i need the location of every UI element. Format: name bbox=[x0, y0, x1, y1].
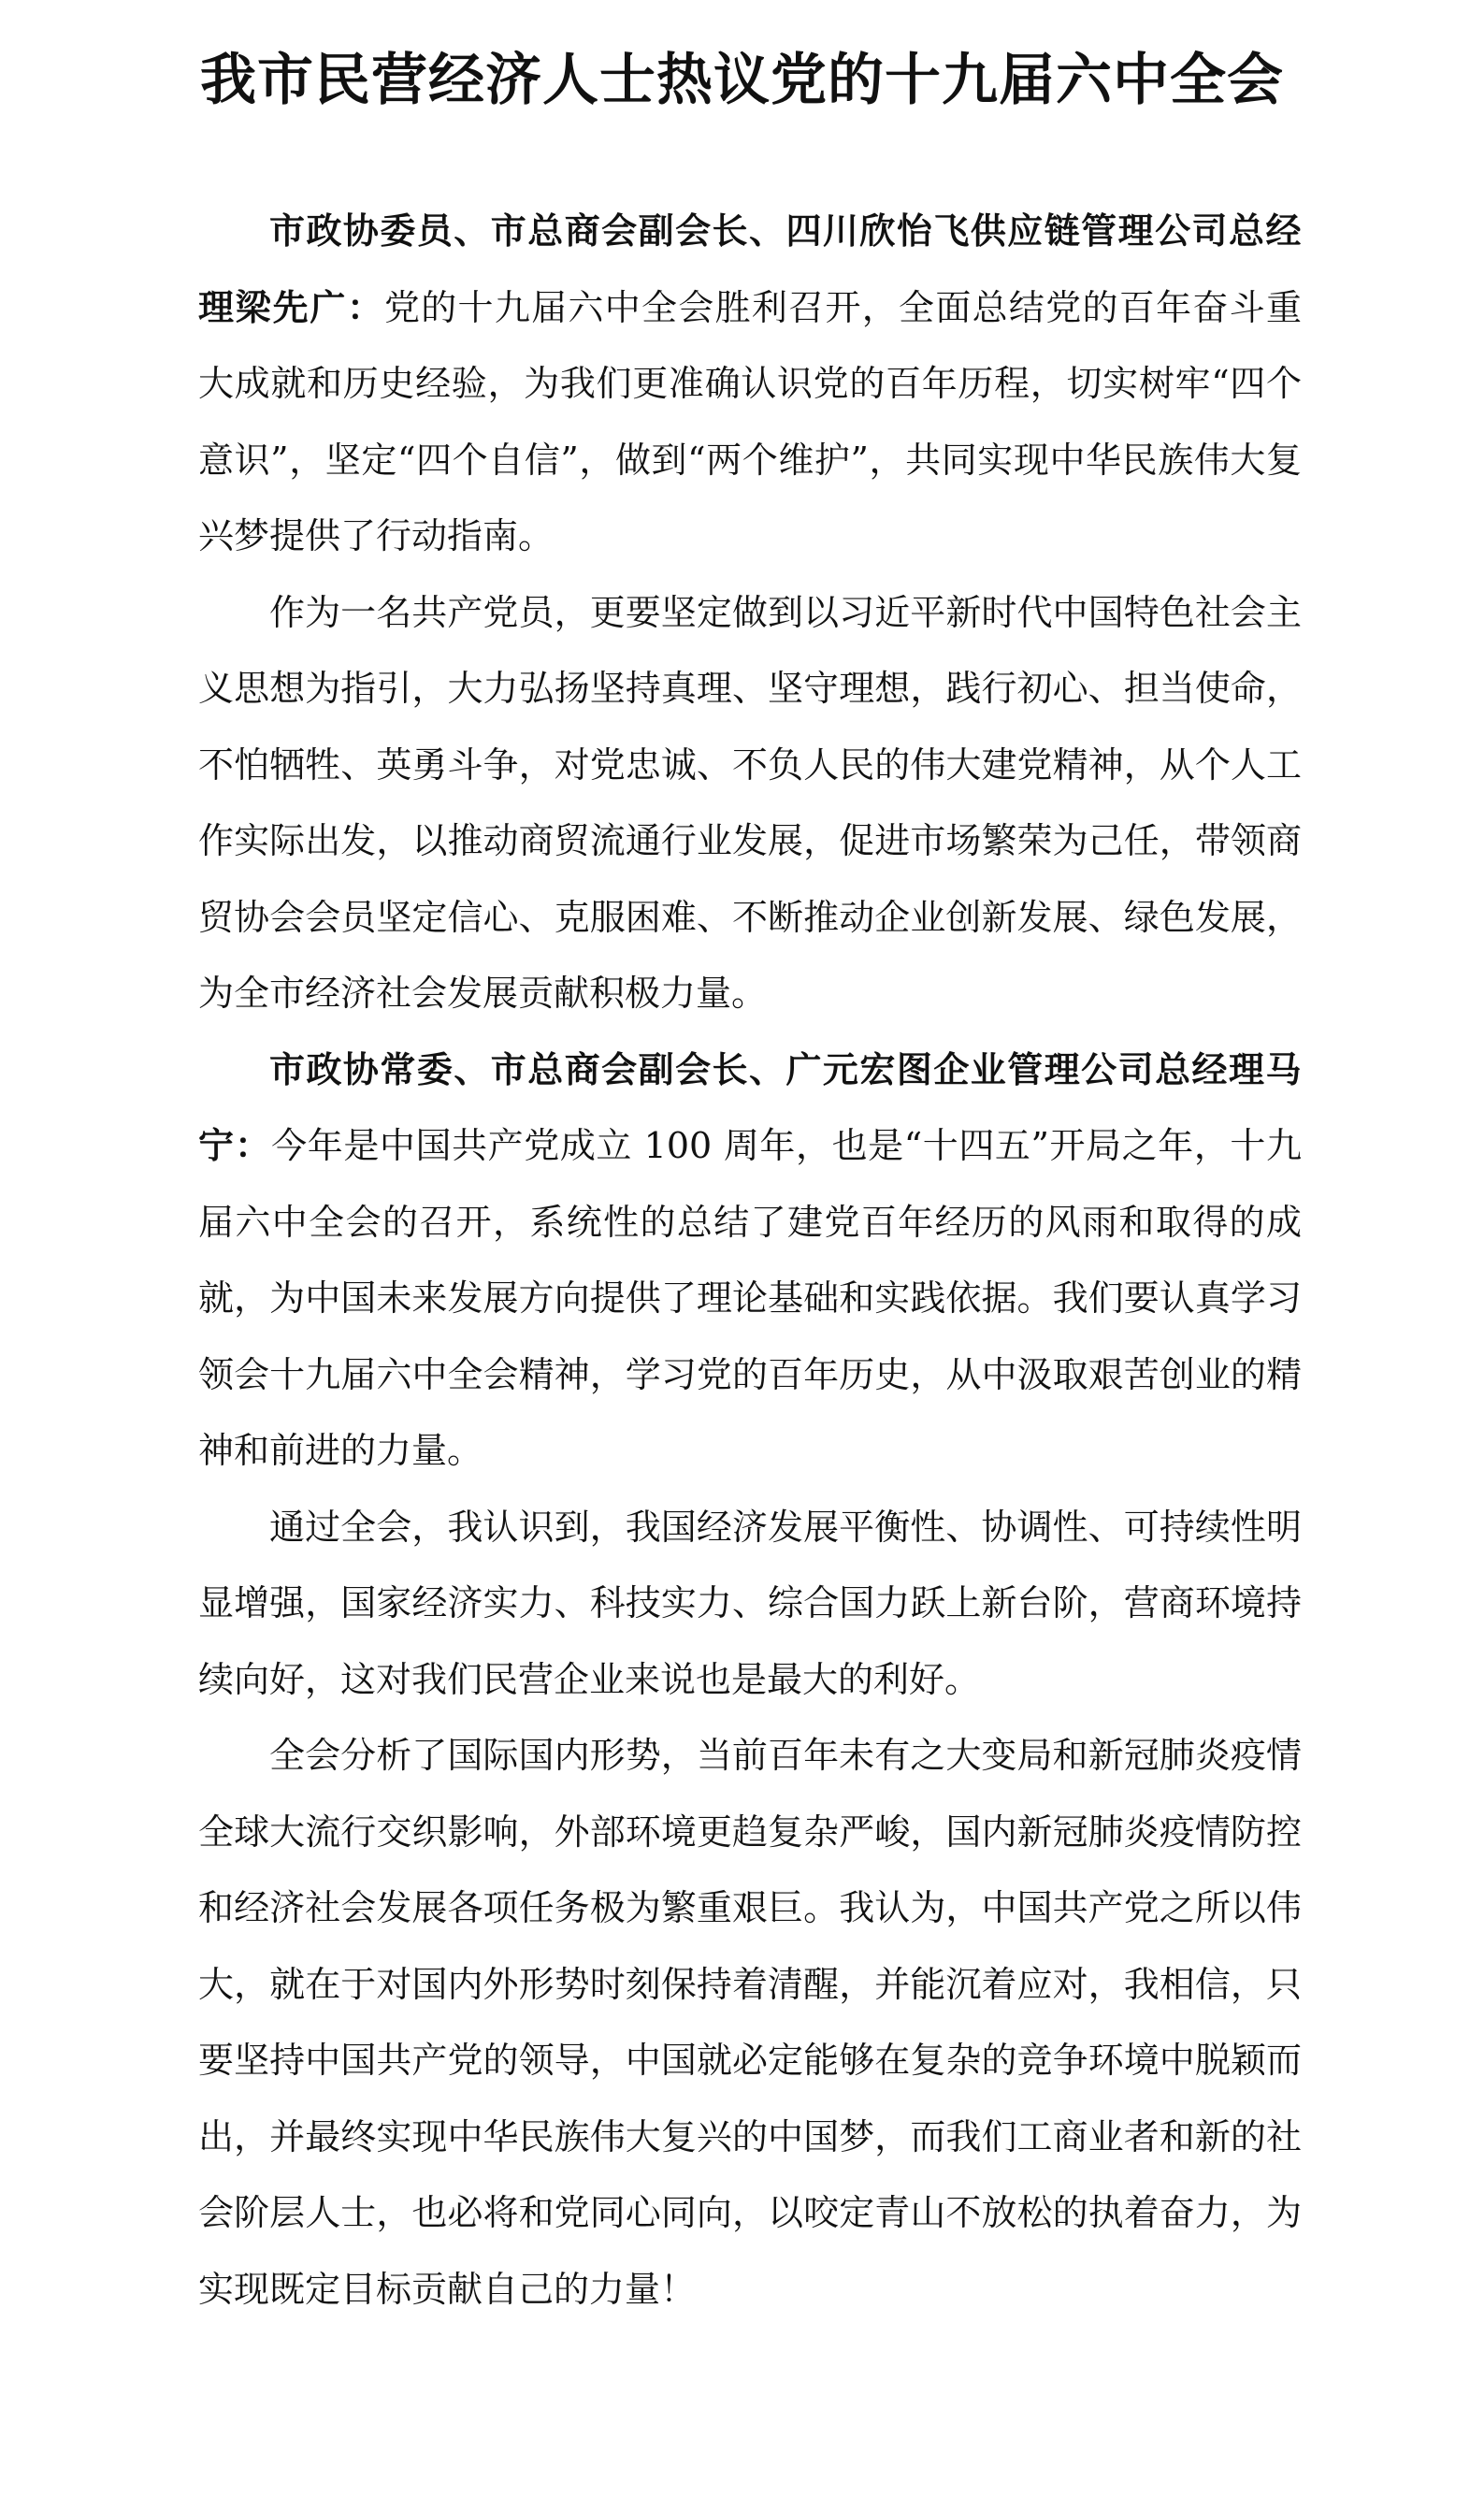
article-title: 我市民营经济人士热议党的十九届六中全会 bbox=[200, 48, 1284, 114]
paragraph bbox=[198, 1032, 1302, 1490]
article-body bbox=[198, 194, 1302, 2328]
paragraph bbox=[198, 194, 1302, 575]
paragraph: 通过全会，我认识到，我国经济发展平衡性、协调性、可持续性明显增强，国家经济实力、科技实力、综合国力跃上新台阶，营商环境持续向好，这对我们民营企业来说也是最大的利好。 bbox=[198, 1506, 1302, 1700]
paragraph-text: 今年是中国共产党成立 100 周年，也是“十四五”开局之年，十九届六中全会的召开，系统性的总结了建党百年经历的风雨和取得的成就，为中国未来发展方向提供了理论基础和实践依据。我们要认真学习领会十九届六中全会精神，学习党的百年历史，从中汲取艰苦创业的精神和前进的力量。 bbox=[198, 1125, 1302, 1471]
paragraph: 作为一名共产党员，更要坚定做到以习近平新时代中国特色社会主义思想为指引，大力弘扬坚持真理、坚守理想，践行初心、担当使命，不怕牺牲、英勇斗争，对党忠诚、不负人民的伟大建党精神，从个人工作实际出发，以推动商贸流通行业发展，促进市场繁荣为己任，带领商贸协会会员坚定信心、克服困难、不断推动企业创新发展、绿色发展，为全市经济社会发展贡献积极力量。 bbox=[198, 591, 1302, 1014]
paragraph-text: 党的十九届六中全会胜利召开，全面总结党的百年奋斗重大成就和历史经验，为我们更准确认识党的百年历程，切实树牢“四个意识”，坚定“四个自信”，做到“两个维护”，共同实现中华民族伟大复兴梦提供了行动指南。 bbox=[198, 286, 1302, 556]
speaker-name: 市政协委员、市总商会副会长、四川欣怡飞供应链管理公司总经理梁先广： bbox=[198, 210, 1302, 328]
speaker-name: 市政协常委、市总商会副会长、广元宏图企业管理公司总经理马宁： bbox=[198, 1048, 1302, 1166]
paragraph: 全会分析了国际国内形势，当前百年未有之大变局和新冠肺炎疫情全球大流行交织影响，外部环境更趋复杂严峻，国内新冠肺炎疫情防控和经济社会发展各项任务极为繁重艰巨。我认为，中国共产党之所以伟大，就在于对国内外形势时刻保持着清醒，并能沉着应对，我相信，只要坚持中国共产党的领导，中国就必定能够在复杂的竞争环境中脱颖而出，并最终实现中华民族伟大复兴的中国梦，而我们工商业者和新的社会阶层人士，也必将和党同心同向，以咬定青山不放松的执着奋力，为实现既定目标贡献自己的力量！ bbox=[198, 1735, 1302, 2310]
